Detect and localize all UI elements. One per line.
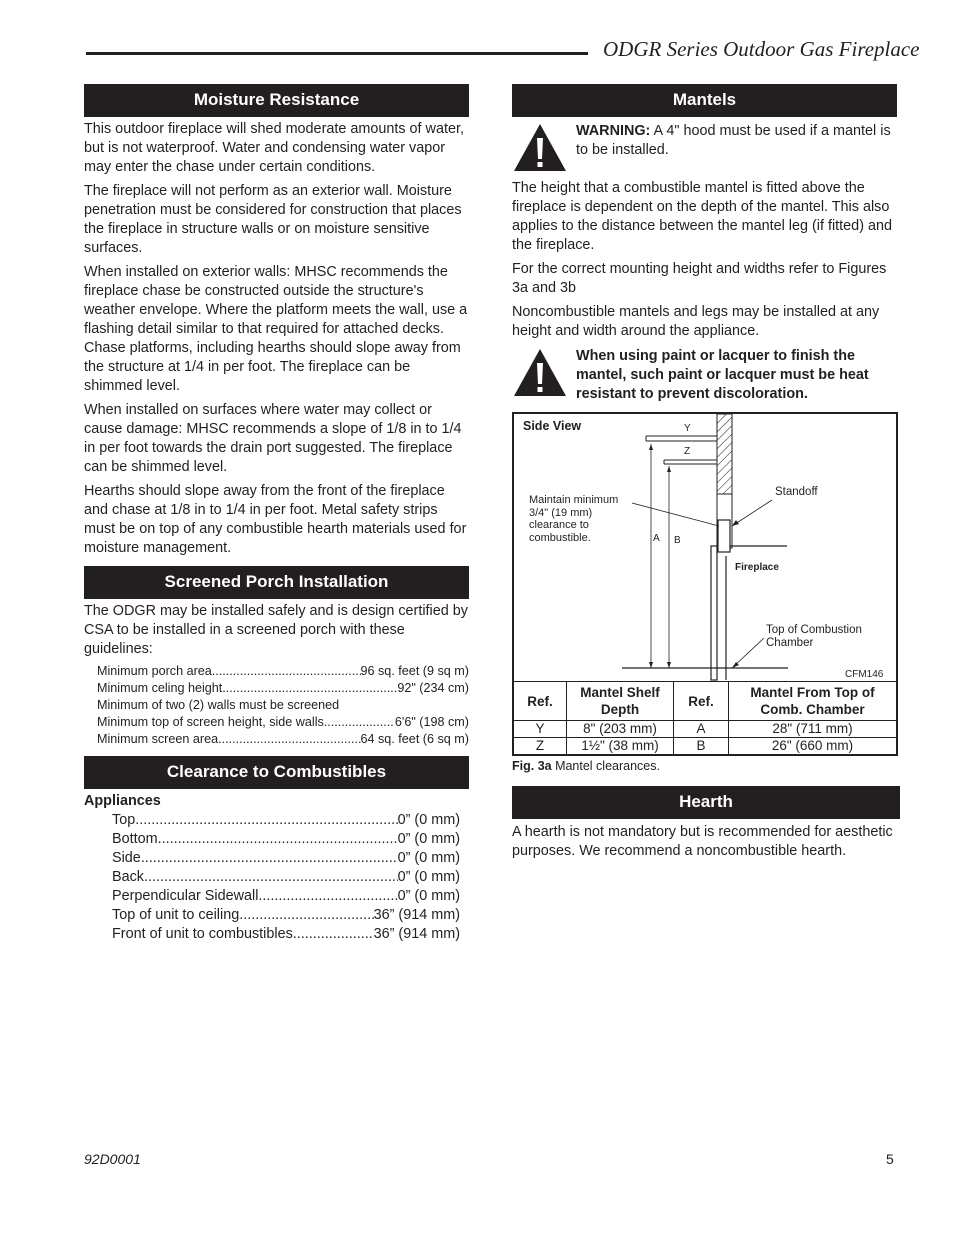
moisture-paragraph: The fireplace will not perform as an exterior wall. Moisture penetration must be considered for construction that places the fireplace in structure walls or on moisture sensitive surfaces.	[84, 183, 462, 256]
table-cell: 28" (711 mm)	[729, 721, 897, 738]
right-column	[512, 84, 900, 861]
standoff-label: Standoff	[775, 486, 818, 498]
table-header: Ref.	[674, 682, 729, 721]
clearance-list	[112, 811, 460, 944]
page-header-title: ODGR Series Outdoor Gas Fireplace	[603, 37, 920, 61]
dimension-a-label: A	[653, 533, 660, 544]
table-header-row	[514, 682, 896, 721]
table-cell: Y	[514, 721, 567, 738]
mantel-clearance-figure	[512, 412, 898, 756]
mantels-paragraph: Noncombustible mantels and legs may be installed at any height and width around the appliance.	[512, 304, 880, 339]
figure-code: CFM146	[845, 669, 884, 680]
guideline-row: Minimum top of screen height, side walls ..... 6'6" (198 cm)	[97, 714, 469, 731]
table-row	[514, 738, 896, 755]
warning-text: A 4" hood must be used if a mantel is to be installed.	[576, 123, 891, 158]
hearth-heading: Hearth	[512, 786, 900, 819]
side-view-drawing	[514, 414, 896, 682]
left-column	[84, 84, 469, 944]
moisture-paragraph: When installed on exterior walls: MHSC recommends the fireplace chase be constructed outside the structure's weather envelope. Where the platform meets the wall, use a flashing detail similar to that required for attached decks. Chase platforms, including hearths should slope away from the structure at 1/4 in per foot. The fireplace can be shimmed level.	[84, 264, 468, 394]
table-cell: 26" (660 mm)	[729, 738, 897, 755]
clearance-heading: Clearance to Combustibles	[84, 756, 469, 789]
guideline-row: Minimum celing height ..... 92" (234 cm)	[97, 680, 469, 697]
header-rule	[86, 52, 588, 55]
moisture-heading: Moisture Resistance	[84, 84, 469, 117]
table-cell: 8" (203 mm)	[567, 721, 674, 738]
page-number: 5	[886, 1151, 894, 1167]
table-cell: A	[674, 721, 729, 738]
clearance-row: Back ..... 0” (0 mm)	[112, 868, 460, 887]
guideline-row: Minimum porch area ..... 96 sq. feet (9 sq m)	[97, 663, 469, 680]
dimension-z-label: Z	[684, 446, 691, 457]
fireplace-label: Fireplace	[735, 562, 779, 573]
appliances-subheading: Appliances	[84, 793, 161, 809]
table-header: Mantel From Top of Comb. Chamber	[729, 682, 897, 721]
table-header: Ref.	[514, 682, 567, 721]
clearance-row: Bottom ..... 0” (0 mm)	[112, 830, 460, 849]
mantels-heading: Mantels	[512, 84, 897, 117]
dimension-b-label: B	[674, 535, 681, 546]
document-id: 92D0001	[84, 1151, 141, 1167]
mantel-warning	[512, 121, 900, 173]
clearance-row: Side ..... 0” (0 mm)	[112, 849, 460, 868]
top-combustion-label: Top of Combustion Chamber	[766, 624, 862, 649]
mantels-paragraph: The height that a combustible mantel is fitted above the fireplace is dependent on the depth of the mantel. This also applies to the distance between the mantel leg (if fitted) and the fireplace.	[512, 180, 892, 253]
warning-icon	[512, 346, 568, 398]
moisture-paragraph: When installed on surfaces where water may collect or cause damage: MHSC recommends a slope of 1/8 in to 1/4 in per foot towards the drain port suggested. The fireplace can be shimmed level.	[84, 402, 462, 475]
hearth-text: A hearth is not mandatory but is recommended for aesthetic purposes. We recommend a noncombustible hearth.	[512, 824, 893, 859]
table-header: Mantel Shelf Depth	[567, 682, 674, 721]
moisture-paragraph: Hearths should slope away from the front of the fireplace and chase at 1/8 in to 1/4 in per foot. Metal safety strips must be on top of any combustible hearth materials used for moisture management.	[84, 483, 467, 556]
clearance-row: Front of unit to combustibles ..... 36” (914 mm)	[112, 925, 460, 944]
clearance-row: Top of unit to ceiling ..... 36” (914 mm)	[112, 906, 460, 925]
dimension-y-label: Y	[684, 423, 691, 434]
clearance-row: Perpendicular Sidewall ..... 0” (0 mm)	[112, 887, 460, 906]
paint-warning-text: When using paint or lacquer to finish the mantel, such paint or lacquer must be heat resistant to prevent discoloration.	[576, 348, 869, 402]
side-view-label: Side View	[523, 419, 582, 433]
warning-icon	[512, 121, 568, 173]
table-row	[514, 721, 896, 738]
mantel-clearance-table	[514, 682, 896, 754]
moisture-paragraph: This outdoor fireplace will shed moderate amounts of water, but is not waterproof. Water and condensing water vapor may enter the chase under certain conditions.	[84, 121, 464, 175]
maintain-clearance-label: Maintain minimum 3/4" (19 mm) clearance to combustible.	[529, 494, 619, 544]
porch-intro: The ODGR may be installed safely and is design certified by CSA to be installed in a screened porch with these guidelines:	[84, 603, 468, 657]
table-cell: 1½" (38 mm)	[567, 738, 674, 755]
table-cell: Z	[514, 738, 567, 755]
mantels-paragraph: For the correct mounting height and widths refer to Figures 3a and 3b	[512, 261, 887, 296]
paint-warning	[512, 346, 900, 404]
clearance-row: Top ..... 0” (0 mm)	[112, 811, 460, 830]
figure-caption: Fig. 3a Mantel clearances.	[512, 759, 660, 773]
guideline-row: Minimum screen area ..... 64 sq. feet (6 sq m)	[97, 731, 469, 748]
porch-heading: Screened Porch Installation	[84, 566, 469, 599]
porch-guidelines	[97, 663, 469, 748]
warning-label: WARNING:	[576, 123, 651, 139]
guideline-row: Minimum of two (2) walls must be screened	[97, 698, 340, 712]
table-cell: B	[674, 738, 729, 755]
